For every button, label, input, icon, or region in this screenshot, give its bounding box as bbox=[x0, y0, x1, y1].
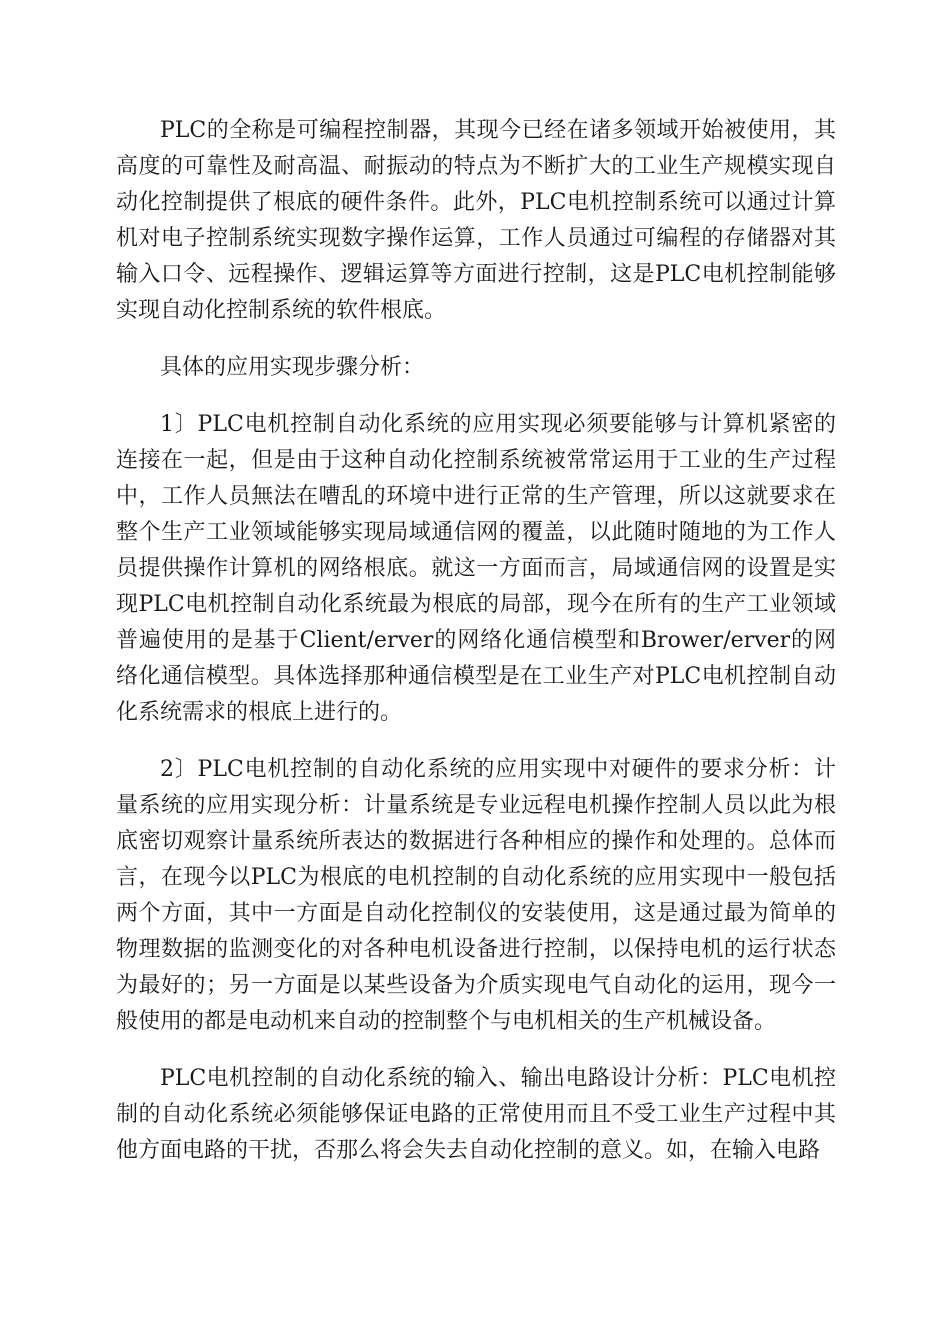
paragraph-step-1: 1〕PLC电机控制自动化系统的应用实现必须要能够与计算机紧密的连接在一起，但是由于这种自动化控制系统被常常运用于工业的生产过程中，工作人员無法在嘈乱的环境中进行正常的生产管理，所以这就要求在整个生产工业领域能够实现局域通信网的覆盖，以此随时随地的为工作人员提供操作计算机的网络根底。就这一方面而言，局域通信网的设置是实现PLC电机控制自动化系统最为根底的局部，现今在所有的生产工业领域普遍使用的是基于Client/erver的网络化通信模型和Brower/erver的网络化通信模型。具体选择那种通信模型是在工业生产对PLC电机控制自动化系统需求的根底上进行的。 bbox=[116, 412, 836, 725]
paragraph-steps-heading: 具体的应用实现步骤分析： bbox=[160, 355, 425, 380]
paragraph-io-circuit: PLC电机控制的自动化系统的输入、输出电路设计分析：PLC电机控制的自动化系统必须能够保证电路的正常使用而且不受工业生产过程中其他方面电路的干扰，否那么将会失去自动化控制的意义。如，在输入电路 bbox=[116, 1066, 836, 1163]
paragraph-plc-definition: PLC的全称是可编程控制器，其现今已经在诸多领域开始被使用，其高度的可靠性及耐高温、耐振动的特点为不断扩大的工业生产规模实现自动化控制提供了根底的硬件条件。此外，PLC电机控制系统可以通过计算机对电子控制系统实现数字操作运算，工作人员通过可编程的存储器对其输入口令、远程操作、逻辑运算等方面进行控制，这是PLC电机控制能够实现自动化控制系统的软件根底。 bbox=[116, 118, 836, 323]
paragraph-step-2: 2〕PLC电机控制的自动化系统的应用实现中对硬件的要求分析：计量系统的应用实现分析：计量系统是专业远程电机操作控制人员以此为根底密切观察计量系统所表达的数据进行各种相应的操作和处理的。总体而言，在现今以PLC为根底的电机控制的自动化系统的应用实现中一般包括两个方面，其中一方面是自动化控制仪的安装使用，这是通过最为简单的物理数据的监测变化的对各种电机设备进行控制，以保持电机的运行状态为最好的；另一方面是以某些设备为介质实现电气自动化的运用，现今一般使用的都是电动机来自动的控制整个与电机相关的生产机械设备。 bbox=[116, 757, 836, 1034]
document-page bbox=[116, 113, 836, 1190]
